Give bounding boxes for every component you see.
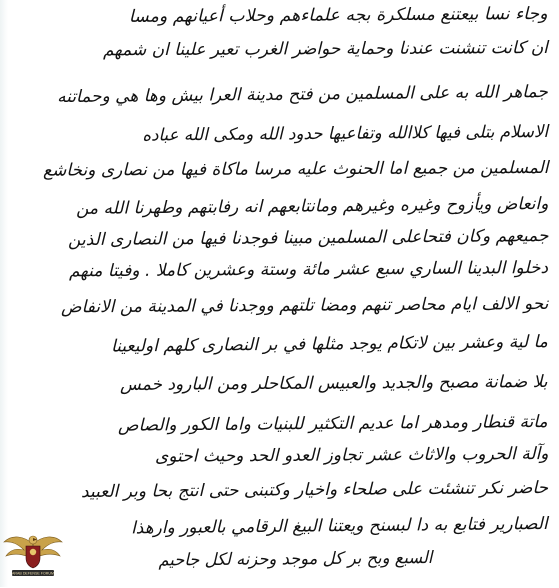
manuscript-line-8: دخلوا البدينا الساري سبع عشر مائة وستة وعشرين كاملا . وفيتا منهم: [68, 258, 549, 282]
manuscript-line-11: بلا ضمانة مصبح والجديد والعبيس المكاحلر ومن البارود خمس: [120, 372, 549, 395]
manuscript-line-2: ان كانت تنشنت عندنا وحماية حواضر الغرب تعير علينا ان شمهم: [103, 38, 549, 61]
manuscript-line-6: وانعاض ويأزوح وغيره وغيرهم ومانتابعهم انه رفابتهم وطهرنا الله من: [75, 194, 549, 219]
manuscript-line-5: المسلمين من جميع اما الحنوث عليه مرسا ماكاة فيها من نصارى ونخاشع: [42, 158, 549, 181]
manuscript-line-1: وجاء نسا بيعتنع مسلكرة بجه علماءهم وحلاب أعيانهم ومسا: [129, 4, 549, 27]
manuscript-line-9: نحو الالف ايام محاصر تنهم ومضا تلتهم ووجدنا في المدينة من الانفاض: [60, 294, 549, 318]
manuscript-line-7: جميعهم وكان فتحاعلى المسلمين مبينا فوجدنا فيها من النصارى الذين: [67, 226, 549, 251]
logo-caption: ARAB DEFENSE FORUM: [12, 571, 54, 576]
manuscript-line-14: حاضر نكر تنشئت على صلحاء واخيار وكتبنى حتى انتج بحا وبر العبيد: [80, 478, 549, 503]
manuscript-line-13: وآلة الحروب والاثاث عشر تجاوز العدو الحد وحيث احتوى: [154, 444, 549, 467]
manuscript-line-12: ماتة قنطار ومدهر اما عديم التكثير للبنيات واما الكور والصاص: [118, 412, 549, 436]
manuscript-line-10: ما لية وعشر بين لاتكام يوجد مثلها في بر النصارى كلهم اوليعينا: [111, 332, 549, 357]
manuscript-line-3: جماهر الله به على المسلمين من فتح مدينة العرا بيش وها هي وحماتنه: [57, 82, 549, 108]
manuscript-body: [12, 0, 552, 587]
scan-edge: [0, 0, 8, 587]
forum-logo: [2, 526, 64, 584]
eagle-crest-icon: [2, 526, 64, 584]
manuscript-line-16: السبع وبح بر كل موجد وحزنه لكل جاحيم: [157, 548, 433, 571]
manuscript-line-15: الصبارير فتابع به دا لبسنح ويعتنا البيغ الرقامي بالعبور وارهذا: [131, 514, 549, 539]
manuscript-line-4: الاسلام بتلى فيها كلاالله وتفاعيها حدود الله ومكى الله عباده: [142, 122, 549, 146]
